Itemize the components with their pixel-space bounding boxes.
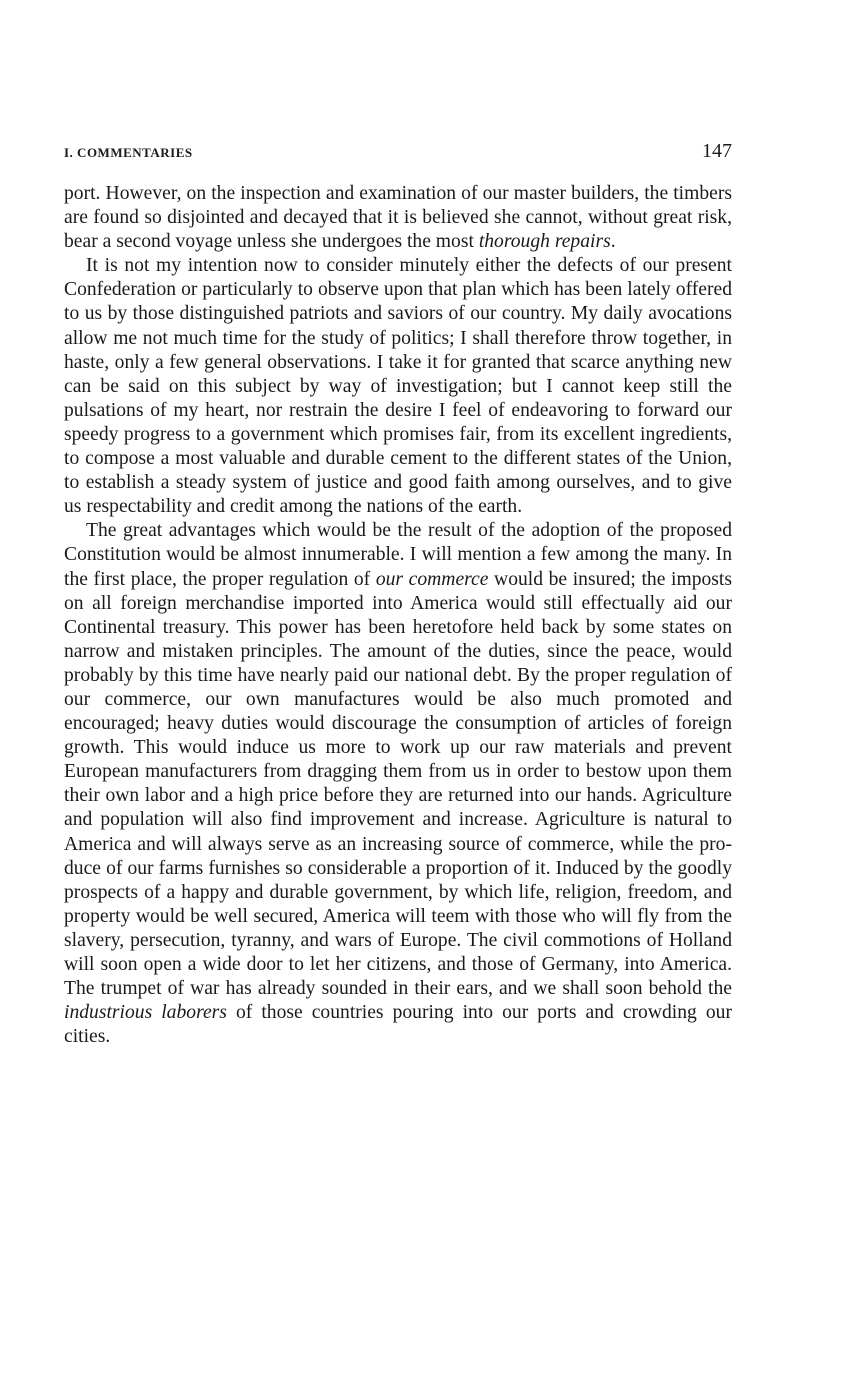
running-head: [64, 140, 732, 176]
paragraph-1-emphasis: thorough repairs: [478, 231, 611, 253]
paragraph-1-text-b: .: [610, 231, 616, 253]
page-number: 147: [702, 140, 732, 162]
paragraph-3-emphasis-laborers: industrious laborers: [64, 1002, 227, 1024]
paragraph-3-text-a: The great advantages which would be the result of the adoption of the proposed Constitution would be almost innumerable. I will mention a few among the many. In the first place, the proper regulation of: [64, 520, 732, 590]
paragraph-3-text-c: of those countries pouring into our ports and crowding our cities.: [64, 1002, 732, 1048]
paragraph-2-text: It is not my intention now to consider minutely either the defects of our present Confederation or particularly to observe upon that plan which has been lately offered to us by those distinguished patriots and saviors of our country. My daily avocations allow me not much time for the study of politics; I shall therefore throw together, in haste, only a few general observations. I take it for granted that scarce anything new can be said on this subject by way of investigation; but I cannot keep still the pulsations of my heart, nor restrain the desire I feel of endeavoring to forward our speedy progress to a government which promises fair, from its excellent ingredients, to compose a most valuable and durable cement to the different states of the Union, to establish a steady system of justice and good faith among ourselves, and to give us respectability and credit among the nations of the earth.: [64, 255, 732, 518]
paragraph-3-emphasis-commerce: our commerce: [375, 568, 489, 590]
book-page: [64, 140, 732, 1049]
paragraph-1-text-a: port. However, on the inspection and examination of our master builders, the timbers are found so disjointed and decayed that it is believed she cannot, without great risk, bear a second voyage unless she undergoes the most: [64, 183, 732, 253]
paragraph-3: [64, 519, 732, 1049]
paragraph-3-text-b: would be insured; the imposts on all foreign merchandise imported into America would still effectually aid our Continental treasury. This power has been heretofore held back by some states on narrow and mistaken principles. The amount of the duties, since the peace, would probably by this time have nearly paid our national debt. By the proper regulation of our commerce, our own manufactures would be also much promoted and encouraged; heavy duties would discourage the consumption of articles of foreign growth. This would induce us more to work up our raw materials and prevent European manufacturers from dragging them from us in order to bestow upon them their own labor and a high price before they are returned into our hands. Agriculture and population will also find improvement and increase. Agriculture is natural to America and will always serve as an increasing source of commerce, while the produce of our farms furnishes so considerable a proportion of it. Induced by the goodly prospects of a happy and durable government, by which life, religion, freedom, and property would be well secured, America will teem with those who will fly from the slavery, persecution, tyranny, and wars of Europe. The civil commotions of Holland will soon open a wide door to let her citizens, and those of Germany, into America. The trumpet of war has already sounded in their ears, and we shall soon behold the: [64, 568, 732, 1000]
body-text: [64, 182, 732, 1049]
paragraph-2: [64, 254, 732, 519]
paragraph-1: [64, 182, 732, 254]
section-title: I. COMMENTARIES: [64, 145, 193, 160]
